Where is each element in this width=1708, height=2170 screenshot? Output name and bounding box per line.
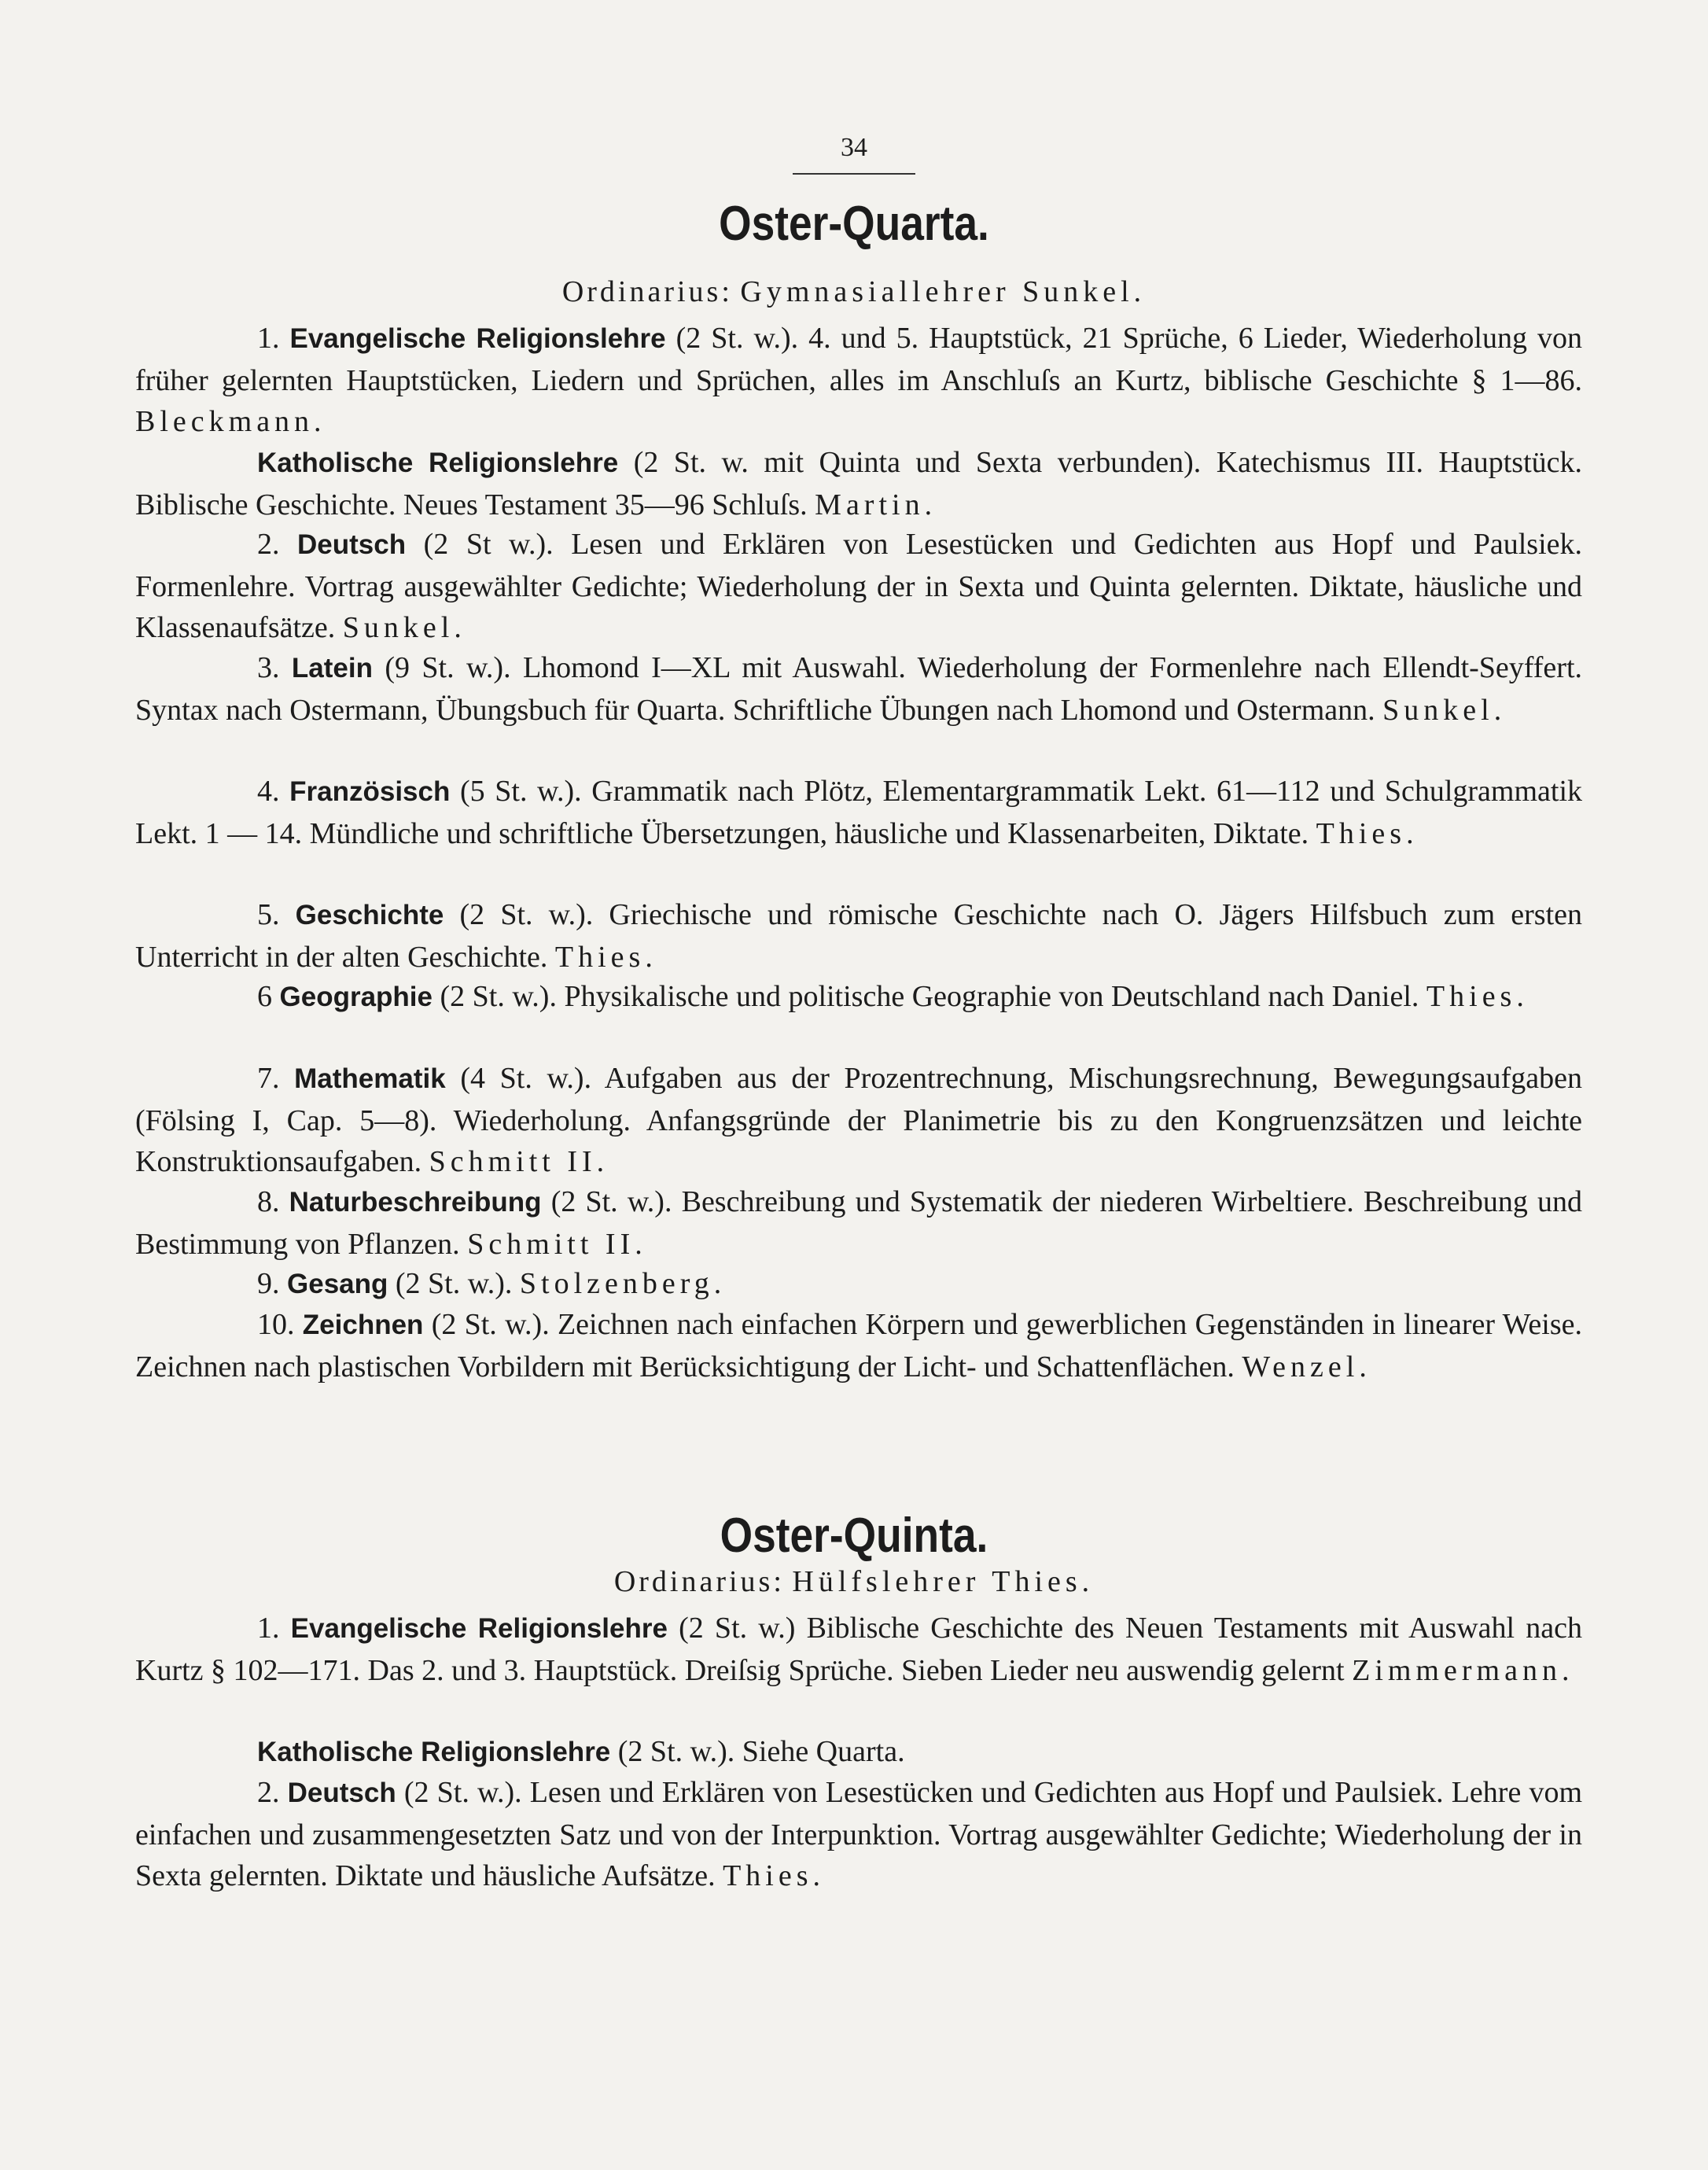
teacher-name: Schmitt II. [467, 1227, 647, 1261]
subject-title: Evangelische Religionslehre [290, 1613, 668, 1644]
ordinarius-label: Ordinarius: [561, 275, 733, 308]
subject-title: Gesang [287, 1269, 388, 1299]
subject-paragraph [135, 1181, 1582, 1265]
subject-text: (2 St. w.) Biblische Geschichte des Neuen Testaments mit Auswahl nach Kurtz § 102—171. Das 2. und 3. Hauptstück. Dreiſsig Sprüche. Sieben Lieder neu auswendig gelernt [135, 1612, 1583, 1687]
subject-text: (5 St. w.). Grammatik nach Plötz, Elementargrammatik Lekt. 61—112 und Schulgrammatik Lekt. 1 — 14. Mündliche und schriftliche Übersetzungen, häusliche und Klassenarbeiten, Diktate. [135, 775, 1582, 850]
subject-paragraph [135, 1263, 1582, 1306]
subject-title: Latein [291, 653, 373, 683]
ordinarius-name: Hülfslehrer Thies. [792, 1565, 1095, 1598]
ordinarius-line [0, 1564, 1708, 1600]
teacher-name: Sunkel. [342, 611, 466, 644]
subject-paragraph [135, 771, 1582, 854]
subject-paragraph [135, 1772, 1582, 1897]
teacher-name: Thies. [723, 1859, 826, 1892]
subject-title: Deutsch [297, 529, 407, 560]
subject-title: Katholische Religionslehre [257, 1737, 611, 1767]
ordinarius-label: Ordinarius: [613, 1565, 785, 1598]
subject-title: Zeichnen [302, 1310, 424, 1340]
teacher-name: Stolzenberg. [519, 1267, 727, 1300]
teacher-name: Wenzel. [1242, 1350, 1371, 1383]
subject-text: (2 St. w.). Griechische und römische Geschichte nach O. Jägers Hilfsbuch zum ersten Unterricht in der alten Geschichte. [135, 898, 1583, 974]
subject-text: (2 St. w.). Beschreibung und Systematik der niederen Wirbeltiere. Beschreibung und Bestimmung von Pflanzen. [135, 1185, 1583, 1261]
ordinarius-name: Gymnasiallehrer Sunkel. [740, 275, 1147, 308]
item-number: 5. [257, 898, 280, 931]
subject-text: (2 St. w.). Siehe Quarta. [610, 1735, 905, 1768]
subject-paragraph [135, 524, 1582, 649]
ordinarius-line [0, 274, 1708, 310]
subject-paragraph [135, 318, 1582, 443]
teacher-name: Thies. [1316, 816, 1419, 850]
section-heading: Oster-Quinta. [720, 1509, 988, 1563]
item-number: 4. [257, 775, 280, 808]
subject-title: Naturbeschreibung [289, 1187, 542, 1218]
teacher-name: Martin. [815, 488, 937, 521]
section-heading: Oster-Quarta. [719, 197, 989, 251]
item-number: 3. [257, 651, 280, 684]
item-number: 10. [257, 1308, 295, 1341]
teacher-name: Bleckmann. [135, 405, 326, 438]
subject-text: (4 St. w.). Aufgaben aus der Prozentrechnung, Mischungsrechnung, Bewegungsaufgaben (Fölsing I, Cap. 5—8). Wiederholung. Anfangsgründe der Planimetrie bis zu den Kongruenzsätzen und leichte Konstruktionsaufgaben. [135, 1062, 1582, 1178]
subject-text: (2 St. w.). Lesen und Erklären von Lesestücken und Gedichten aus Hopf und Paulsiek. Lehre vom einfachen und zusammengesetzten Satz und von der Interpunktion. Vortrag ausgewählter Gedichte; Wiederholung der in Sexta gelernten. Diktate und häusliche Aufsätze. [135, 1776, 1582, 1892]
subject-text: (2 St. w.). 4. und 5. Hauptstück, 21 Sprüche, 6 Lieder, Wiederholung von früher gelernten Hauptstücken, Liedern und Sprüchen, alles im Anschluſs an Kurtz, biblische Geschichte § 1—86. [135, 322, 1582, 397]
subject-title: Französisch [289, 776, 451, 807]
subject-title: Deutsch [287, 1778, 396, 1808]
subject-text: (2 St. w.). Physikalische und politische Geographie von Deutschland nach Daniel. [432, 980, 1426, 1013]
subject-paragraph [135, 1304, 1582, 1387]
item-number: 9. [257, 1267, 280, 1300]
subject-paragraph [135, 894, 1582, 978]
item-number: 2. [257, 528, 280, 561]
subject-title: Geschichte [295, 900, 444, 930]
subject-text: (2 St. w. mit Quinta und Sexta verbunden). Katechismus III. Hauptstück. Biblische Geschichte. Neues Testament 35—96 Schluſs. [135, 446, 1582, 521]
item-number: 2. [257, 1776, 280, 1809]
subject-paragraph [135, 1731, 1582, 1774]
item-number: 6 [257, 980, 272, 1013]
subject-text: (9 St. w.). Lhomond I—XL mit Auswahl. Wiederholung der Formenlehre nach Ellendt-Seyffert. Syntax nach Ostermann, Übungsbuch für Quarta. Schriftliche Übungen nach Lhomond und Ostermann. [135, 651, 1583, 727]
subject-title: Evangelische Religionslehre [289, 323, 666, 354]
page-number: 34 [841, 133, 867, 162]
subject-title: Geographie [279, 982, 433, 1012]
teacher-name: Sunkel. [1382, 693, 1507, 727]
subject-title: Mathematik [294, 1063, 446, 1094]
subject-paragraph [135, 976, 1582, 1019]
subject-text: (2 St w.). Lesen und Erklären von Lesestücken und Gedichten aus Hopf und Paulsiek. Formenlehre. Vortrag ausgewählter Gedichte; Wiederholung der in Sexta und Quinta gelernten. Diktate, häusliche und Klassenaufsätze. [135, 528, 1582, 644]
item-number: 1. [257, 322, 280, 355]
teacher-name: Thies. [1426, 980, 1529, 1013]
subject-paragraph [135, 647, 1582, 731]
subject-paragraph [135, 1058, 1582, 1183]
subject-paragraph [135, 442, 1582, 525]
page-number-rule [793, 173, 915, 175]
teacher-name: Thies. [554, 940, 657, 974]
subject-paragraph [135, 1608, 1582, 1691]
item-number: 8. [257, 1185, 280, 1218]
teacher-name: Schmitt II. [429, 1145, 609, 1178]
teacher-name: Zimmermann. [1352, 1653, 1574, 1687]
item-number: 1. [257, 1612, 280, 1645]
subject-text: (2 St. w.). Zeichnen nach einfachen Körpern und gewerblichen Gegenständen in linearer Weise. Zeichnen nach plastischen Vorbildern mit Berücksichtigung der Licht- und Schattenflächen. [135, 1308, 1583, 1383]
item-number: 7. [257, 1062, 280, 1095]
subject-title: Katholische Religionslehre [257, 448, 619, 478]
subject-text: (2 St. w.). [388, 1267, 520, 1300]
